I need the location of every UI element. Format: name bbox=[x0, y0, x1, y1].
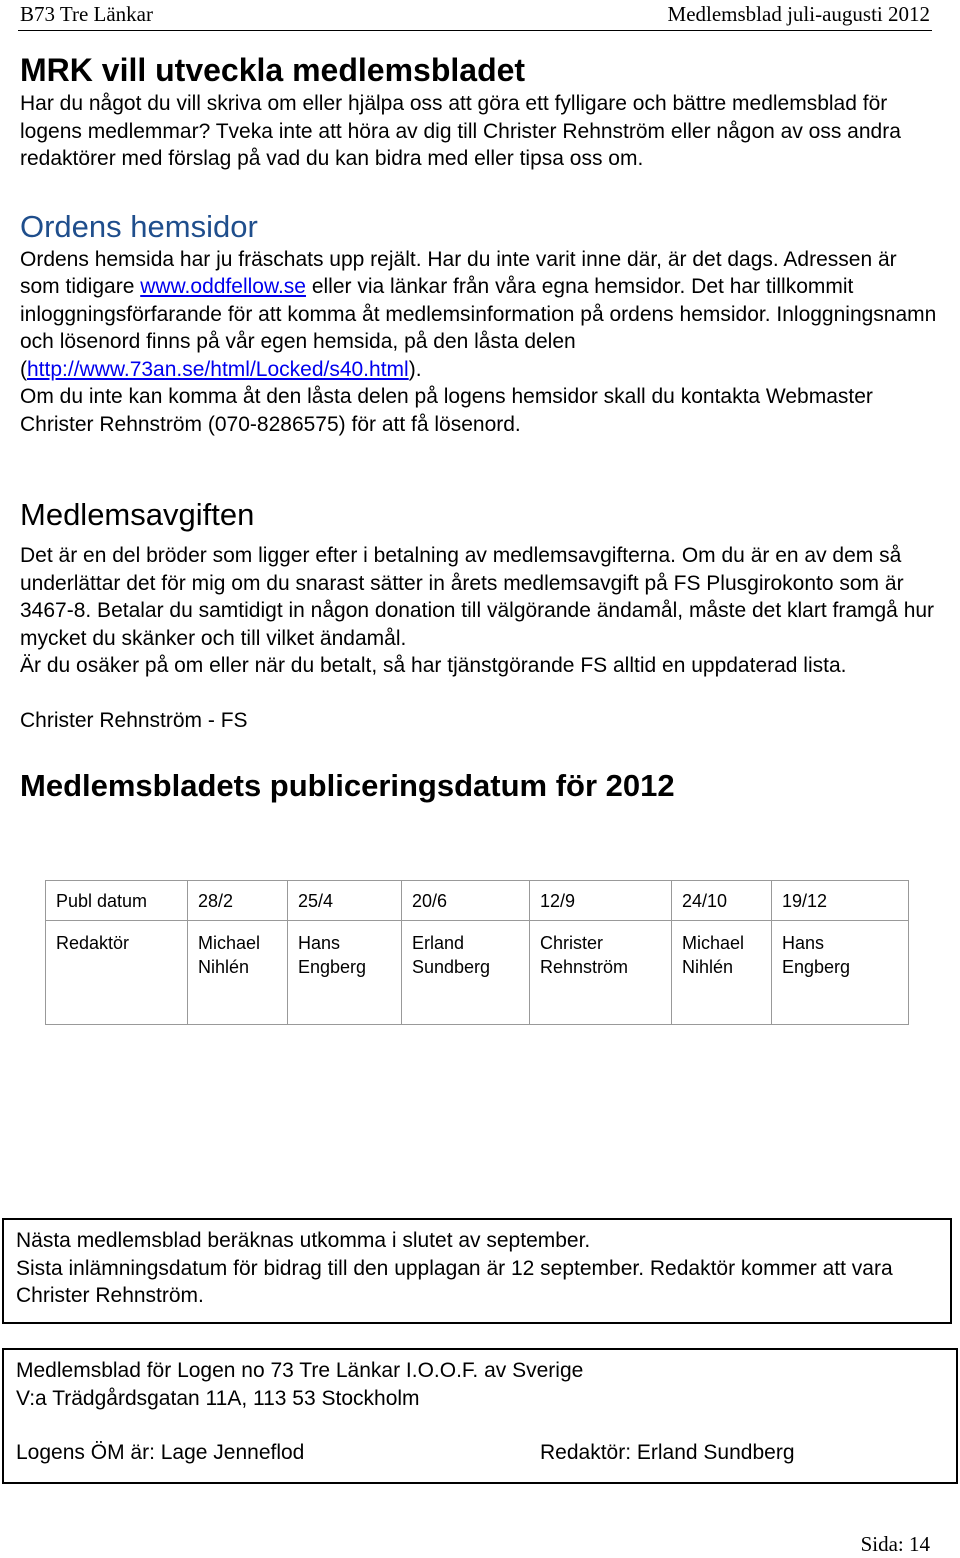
page-number: Sida: 14 bbox=[860, 1532, 930, 1556]
locked-page-link[interactable]: http://www.73an.se/html/Locked/s40.html bbox=[27, 357, 409, 381]
section-title-medlemsavgiften: Medlemsavgiften bbox=[20, 497, 255, 532]
next-issue-line-2: Sista inlämningsdatum för bidrag till den upplagan är 12 september. Redaktör kommer att vara Christer Rehnström. bbox=[16, 1256, 893, 1307]
table-cell: 24/10 bbox=[672, 881, 772, 921]
table-cell: Hans Engberg bbox=[288, 921, 402, 1025]
table-cell: Publ datum bbox=[46, 881, 188, 921]
table-row bbox=[46, 881, 909, 921]
footer-line-2: V:a Trädgårdsgatan 11A, 113 53 Stockholm bbox=[16, 1386, 420, 1410]
next-issue-line-1: Nästa medlemsblad beräknas utkomma i slutet av september. bbox=[16, 1229, 591, 1252]
footer-row bbox=[16, 1439, 944, 1467]
table-cell: 12/9 bbox=[530, 881, 672, 921]
next-issue-box bbox=[2, 1218, 952, 1324]
table-cell: 19/12 bbox=[772, 881, 909, 921]
oddfellow-link[interactable]: www.oddfellow.se bbox=[140, 275, 306, 298]
page-header bbox=[0, 0, 960, 29]
table-cell: 28/2 bbox=[188, 881, 288, 921]
signature: Christer Rehnström - FS bbox=[20, 708, 248, 732]
header-rule bbox=[18, 30, 932, 31]
section-body-medlemsavgiften-2: Är du osäker på om eller när du betalt, så har tjänstgörande FS alltid en uppdaterad lista. bbox=[20, 654, 847, 677]
table-cell: Michael Nihlén bbox=[672, 921, 772, 1025]
table-cell: Christer Rehnström bbox=[530, 921, 672, 1025]
table-cell: Redaktör bbox=[46, 921, 188, 1025]
main-content bbox=[20, 50, 940, 806]
section-body-ordens-2: Om du inte kan komma åt den låsta delen på logens hemsidor skall du kontakta Webmaster Christer Rehnström (070-8286575) för att få lösenord. bbox=[20, 385, 873, 436]
footer-box bbox=[2, 1348, 958, 1484]
section-title-ordens: Ordens hemsidor bbox=[20, 208, 258, 244]
table-cell: Michael Nihlén bbox=[188, 921, 288, 1025]
header-left: B73 Tre Länkar bbox=[20, 2, 153, 26]
table-cell: 25/4 bbox=[288, 881, 402, 921]
publication-table bbox=[45, 880, 909, 1025]
section-body-medlemsavgiften: Det är en del bröder som ligger efter i betalning av medlemsavgifterna. Om du är en av dem så underlättar det för mig om du snarast sätter in årets medlemsavgift på FS Plusgirokonto som är 3467-8. Betalar du samtidigt in någon donation till välgörande ändamål, måste det klart framgå hur mycket du skänker och till vilket ändamål. bbox=[20, 544, 935, 650]
table-row bbox=[46, 921, 909, 1025]
table-cell: Erland Sundberg bbox=[402, 921, 530, 1025]
section-title-publicering: Medlemsbladets publiceringsdatum för 2012 bbox=[20, 768, 675, 803]
footer-line-1: Medlemsblad för Logen no 73 Tre Länkar I.O.O.F. av Sverige bbox=[16, 1359, 584, 1382]
footer-redaktor: Redaktör: Erland Sundberg bbox=[540, 1441, 795, 1464]
footer-om: Logens ÖM är: Lage Jenneflod bbox=[16, 1441, 305, 1464]
section-body-mrk: Har du något du vill skriva om eller hjälpa oss att göra ett fylligare och bättre medlemsblad för logens medlemmar? Tveka inte att höra av dig till Christer Rehnström eller någon av oss andra redaktörer med förslag på vad du kan bidra med eller tipsa oss om. bbox=[20, 92, 901, 170]
section-body-ordens: Ordens hemsida har ju fräschats upp rejält. Har du inte varit inne där, är det dags. Adressen är som tidigare www.oddfellow.se eller via länkar från våra egna hemsidor. Det har tillkommit inloggningsförfarande för att komma åt medlemsinformation på ordens hemsidor. Inloggningsnamn och lösenord finns på vår egen hemsida, på den låsta delen (http://www.73an.se/html/Locked/s40.html). bbox=[20, 247, 937, 381]
table-cell: Hans Engberg bbox=[772, 921, 909, 1025]
table-cell: 20/6 bbox=[402, 881, 530, 921]
section-title-mrk: MRK vill utveckla medlemsbladet bbox=[20, 52, 526, 88]
header-right: Medlemsblad juli-augusti 2012 bbox=[667, 2, 930, 26]
